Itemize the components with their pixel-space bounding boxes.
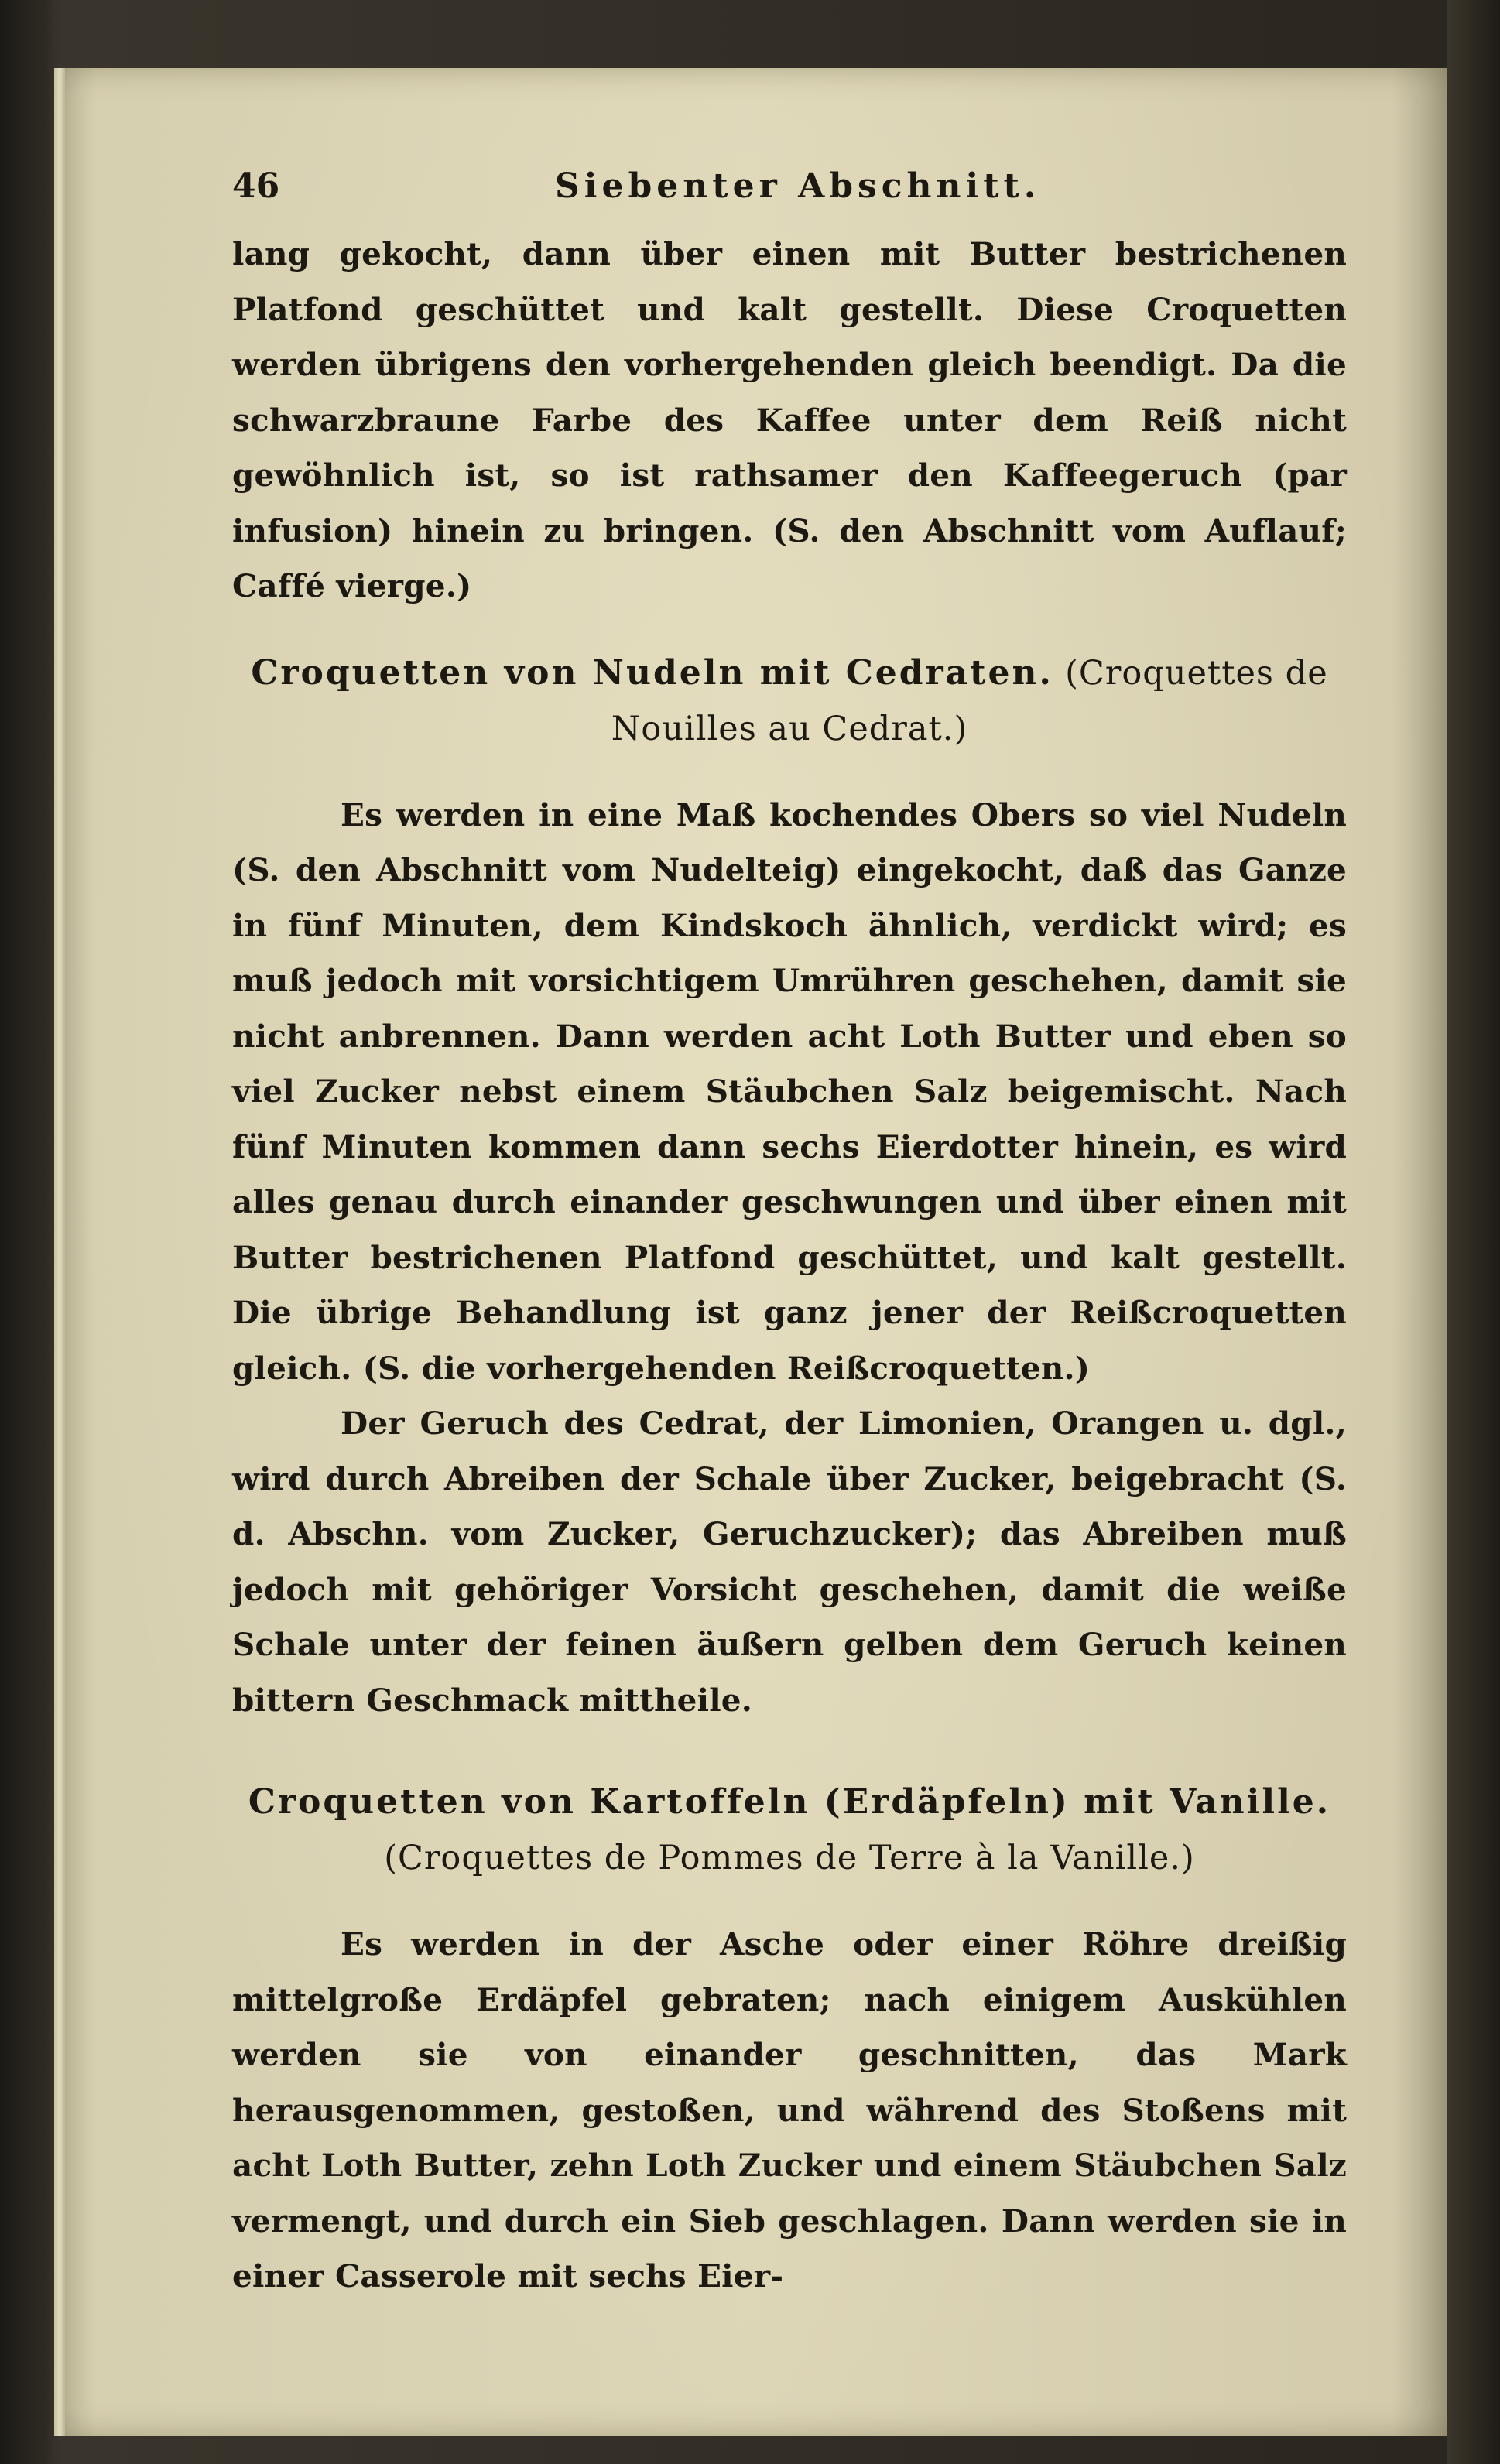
running-head-title: Siebenter Abschnitt. <box>555 166 1041 206</box>
recipe-heading-nudeln <box>232 645 1347 757</box>
facing-page-shadow <box>1447 0 1500 2464</box>
recipe-paragraph: Es werden in eine Maß kochendes Obers so viel Nudeln (S. den Abschnitt vom Nudelteig) eingekocht, daß das Ganze in fünf Minuten, dem Kindskoch ähnlich, verdickt wird; es muß jedoch mit vorsichtigem Umrühren geschehen, damit sie nicht anbrennen. Dann werden acht Loth Butter und eben so viel Zucker nebst einem Stäubchen Salz beigemischt. Nach fünf Minuten kommen dann sechs Eierdotter hinein, es wird alles genau durch einander geschwungen und über einen mit Butter bestrichenen Platfond geschüttet, und kalt gestellt. Die übrige Behandlung ist ganz jener der Reißcroquetten gleich. (S. die vorhergehenden Reißcroquetten.) <box>232 796 1347 1387</box>
recipe-heading-kartoffeln <box>232 1774 1347 1886</box>
recipe-paragraph: Der Geruch des Cedrat, der Limonien, Orangen u. dgl., wird durch Abreiben der Schale über Zucker, beigebracht (S. d. Abschn. vom Zucker, Geruchzucker); das Abreiben muß jedoch mit gehöriger Vorsicht geschehen, damit die weiße Schale unter der feinen äußern gelben dem Geruch keinen bittern Geschmack mittheile. <box>232 1405 1347 1719</box>
running-header <box>232 166 1347 227</box>
recipe-paragraph: Es werden in der Asche oder einer Röhre dreißig mittelgroße Erdäpfel gebraten; nach einigem Auskühlen werden sie von einander geschnitten, das Mark herausgenommen, gestoßen, und während des Stoßens mit acht Loth Butter, zehn Loth Zucker und einem Stäubchen Salz vermengt, und durch ein Sieb geschlagen. Dann werden sie in einer Casserole mit sechs Eier- <box>232 1925 1347 2295</box>
recipe-title-french: (Croquettes de Pommes de Terre à la Vanille.) <box>384 1839 1195 1877</box>
continuation-paragraph: lang gekocht, dann über einen mit Butter bestrichenen Platfond geschüttet und kalt gestellt. Diese Croquetten werden übrigens den vorhergehenden gleich beendigt. Da die schwarzbraune Farbe des Kaffee unter dem Reiß nicht gewöhnlich ist, so ist rathsamer den Kaffeegeruch (par infusion) hinein zu bringen. (S. den Abschnitt vom Auflauf; Caffé vierge.) <box>232 235 1347 604</box>
recipe-title-french: (Croquettes de Nouilles au Cedrat.) <box>611 653 1328 748</box>
recipe-title-german: Croquetten von Nudeln mit Cedraten. <box>251 652 1053 693</box>
page-stack-edge <box>54 68 65 2436</box>
recipe-title-german: Croquetten von Kartoffeln (Erdäpfeln) mit Vanille. <box>248 1782 1331 1822</box>
page-text-block <box>232 166 1347 2305</box>
page-number: 46 <box>232 166 280 206</box>
